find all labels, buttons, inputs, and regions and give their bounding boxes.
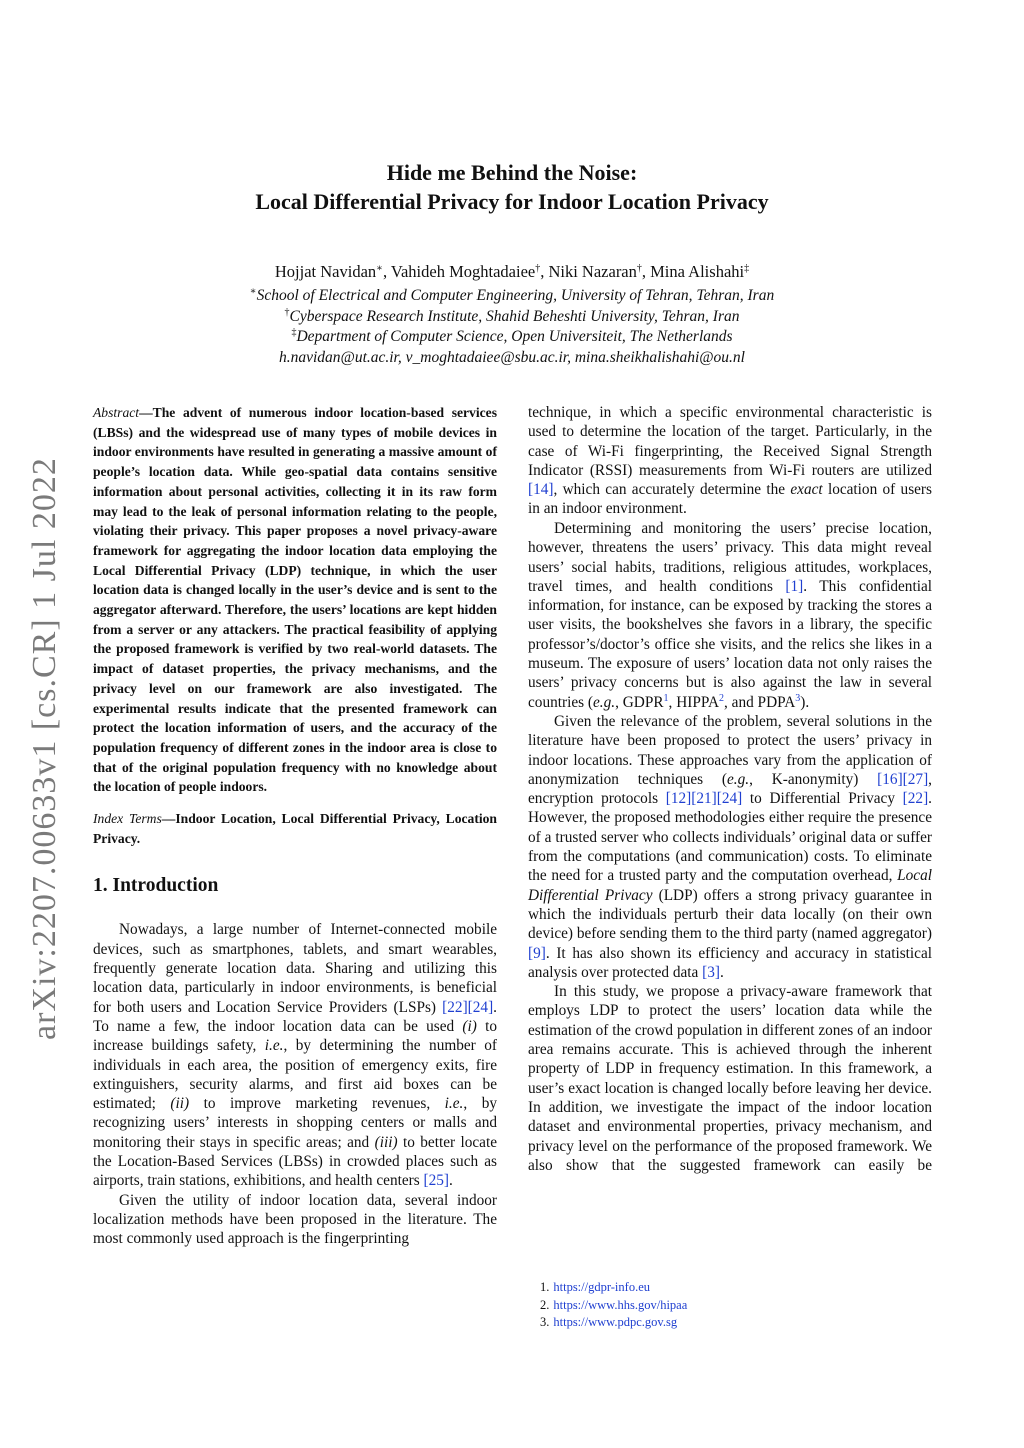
- text-run: , by recognizing users’ interests in shopping centers or malls and monitoring their stays in specific areas; and: [93, 1095, 497, 1151]
- emphasis: e.g.: [727, 770, 750, 788]
- footnote-number: 1.: [540, 1280, 550, 1294]
- citation-link[interactable]: [22]: [442, 998, 468, 1016]
- text-run: .: [720, 963, 724, 981]
- footnote-ref[interactable]: 3: [795, 692, 801, 704]
- text-run: . This confidential information, for instance, can be exposed by tracking the stores a user visits, the bookshelves she favors in a library, the specific professor’s/doctor’s office she visits, and the relics she likes in a museum. The exposure of users’ location data not only raises the users’ privacy concerns but is also against the law in several countries (: [528, 577, 932, 711]
- text-run: Given the relevance of the problem, several solutions in the literature have been proposed to protect the users’ privacy in indoor locations. These approaches vary from the application of anonymization techniques (: [528, 712, 932, 788]
- index-terms: [93, 809, 497, 848]
- footnote-link[interactable]: https://gdpr-info.eu: [553, 1280, 650, 1294]
- title-line-1: Hide me Behind the Noise:: [386, 160, 638, 185]
- emphasis: exact: [790, 481, 823, 499]
- affiliation-line: [0, 307, 1024, 328]
- text-run: , K-anonymity): [749, 770, 878, 788]
- citation-link[interactable]: [24]: [716, 790, 743, 808]
- index-terms-label: Index Terms: [93, 811, 162, 827]
- emphasis: e.g.: [593, 693, 616, 711]
- emphasis: Local Differential Privacy: [528, 867, 932, 904]
- text-run: to better locate the Location-Based Services (LBSs) in crowded places such as airports, train stations, exhibitions, and health centers: [93, 1133, 497, 1190]
- abstract-label: Abstract: [93, 405, 140, 420]
- citation-link[interactable]: [1]: [785, 577, 804, 595]
- text-run: to increase buildings safety,: [93, 1017, 497, 1055]
- intro-paragraph-4: [528, 712, 932, 982]
- list-marker: (i): [462, 1017, 477, 1035]
- footnote-ref[interactable]: 2: [719, 692, 724, 704]
- text-run: , HIPPA: [668, 693, 719, 711]
- author-name: Hojjat Navidan: [274, 262, 377, 281]
- emphasis: i.e.: [264, 1037, 284, 1055]
- text-run: Determining and monitoring the users’ precise location, however, threatens the users’ privacy. This data might reveal users’ social habits, traditions, religious attitudes, workplaces, travel times, and health conditions: [528, 520, 932, 595]
- footnote-item: [540, 1297, 687, 1315]
- footnote-link[interactable]: https://www.pdpc.gov.sg: [553, 1315, 678, 1329]
- list-marker: (iii): [374, 1133, 398, 1151]
- right-column: [528, 403, 932, 1175]
- arxiv-sidebar-stamp: [14, 457, 74, 1040]
- author-name: , Vahideh Moghtadaiee: [382, 262, 536, 281]
- citation-link[interactable]: [25]: [423, 1172, 450, 1190]
- left-column: [93, 403, 497, 1249]
- abstract: [93, 403, 497, 797]
- text-run: Nowadays, a large number of Internet-connected mobile devices, such as smartphones, tablets, and smart wearables, frequently generate location data. Sharing and utilizing this location data, particularly in indoor environments, is beneficial for both users and Location Service Providers (LSPs): [93, 921, 497, 1016]
- intro-paragraph-1: [93, 920, 497, 1190]
- affiliation-text: Department of Computer Science, Open Universiteit, The Netherlands: [296, 328, 733, 345]
- text-run: technique, in which a specific environmental characteristic is used to determine the location of the target. Particularly, in the case of Wi-Fi fingerprinting, the Received Signal Strength Indicator (RSSI) measurements from Wi-Fi routers are utilized: [528, 404, 932, 479]
- author-emails: h.navidan@ut.ac.ir, v_moghtadaiee@sbu.ac.ir, mina.sheikhalishahi@ou.nl: [279, 348, 745, 366]
- affiliation-mark: ‡: [744, 263, 750, 274]
- affiliation-mark: ∗: [249, 286, 257, 297]
- title-line-2: Local Differential Privacy for Indoor Location Privacy: [255, 189, 769, 214]
- section-heading-introduction: 1. Introduction: [93, 875, 219, 897]
- text-run: In this study, we propose a privacy-aware framework that employs LDP to protect the users’ location data while the estimation of the crowd population in different zones of an indoor area remains accurate. This is achieved through the inherent property of LDP in frequency estimation. In this framework, a user’s exact location is changed locally before leaving her device. In addition, we investigate the impact of the indoor location dataset and environmental properties, privacy mechanism, and privacy level on the performance of the proposed framework. We also show that the suggested framework can easily be: [528, 983, 932, 1174]
- text-run: . To name a few, the indoor location data can be used: [93, 998, 497, 1035]
- arxiv-identifier: arXiv:2207.00633v1 [cs.CR] 1 Jul 2022: [26, 457, 63, 1040]
- author-list: [0, 262, 1024, 282]
- citation-link[interactable]: [27]: [902, 770, 929, 788]
- emphasis: i.e.: [444, 1095, 464, 1113]
- intro-paragraph-2: [93, 1191, 497, 1249]
- author-name: , Niki Nazaran: [540, 262, 637, 281]
- footnote-item: [540, 1279, 687, 1297]
- text-run: , encryption protocols: [528, 770, 932, 808]
- text-run: , and PDPA: [724, 693, 796, 711]
- footnotes: [540, 1279, 687, 1332]
- citation-link[interactable]: [24]: [467, 998, 494, 1016]
- text-run: to improve marketing revenues,: [189, 1095, 445, 1113]
- intro-paragraph-2-continued: [528, 403, 932, 519]
- text-run: , which can accurately determine the: [553, 481, 791, 499]
- text-run: ).: [800, 693, 810, 711]
- text-run: to Differential Privacy: [742, 790, 903, 808]
- text-run: , GDPR: [615, 693, 664, 711]
- affiliation-line: [0, 327, 1024, 348]
- citation-link[interactable]: [22]: [902, 790, 929, 808]
- index-terms-text: —Indoor Location, Local Differential Privacy, Location Privacy.: [93, 811, 497, 846]
- affiliation-mark: ‡: [291, 327, 297, 338]
- footnote-item: [540, 1314, 687, 1332]
- list-marker: (ii): [170, 1095, 190, 1113]
- affiliation-mark: ∗: [376, 263, 383, 274]
- citation-link[interactable]: [21]: [691, 790, 717, 808]
- citation-link[interactable]: [12]: [665, 790, 692, 808]
- text-run: . However, the proposed methodologies either require the presence of a trusted server who collects individuals’ original data or suffer from the computations (and communication) costs. To eliminate the need for a trusted party and the computation overhead,: [528, 790, 932, 885]
- text-run: .: [449, 1172, 453, 1190]
- affiliation-text: Cyberspace Research Institute, Shahid Beheshti University, Tehran, Iran: [289, 307, 740, 325]
- intro-paragraph-3: [528, 519, 932, 712]
- text-run: . It has also shown its efficiency and accuracy in statistical analysis over protected data: [528, 944, 932, 981]
- citation-link[interactable]: [14]: [528, 481, 554, 499]
- footnote-link[interactable]: https://www.hhs.gov/hipaa: [553, 1297, 688, 1312]
- affiliation-mark: †: [284, 306, 290, 318]
- footnote-number: 2.: [540, 1297, 550, 1312]
- footnote-number: 3.: [540, 1315, 550, 1329]
- abstract-text: —The advent of numerous indoor location-based services (LBSs) and the widespread use of many types of mobile devices in indoor environments have resulted in generating a massive amount of people’s location data. While geo-spatial data contains sensitive information about personal activities, collecting it in its raw form may lead to the leak of personal information relating to the people, violating their privacy. This paper proposes a novel privacy-aware framework for aggregating the indoor location data employing the Local Differential Privacy (LDP) technique, in which the user location data is changed locally in the user’s device and is sent to the aggregator afterward. Therefore, the users’ locations are kept hidden from a server or any attackers. The practical feasibility of applying the proposed framework is verified by two real-world datasets. The impact of dataset properties, the privacy mechanisms, and the privacy level on our framework are also investigated. The experimental results indicate that the presented framework can protect the location information of users, and the accuracy of the population frequency of different zones in the indoor area is close to that of the original population frequency with no knowledge about the location of people indoors.: [93, 405, 497, 795]
- footnote-ref[interactable]: 1: [663, 692, 669, 704]
- affiliation-mark: †: [535, 263, 541, 274]
- text-run: (LDP) offers a strong privacy guarantee in which the individuals perturb their data locally (on their own device) before sending them to the third party (named aggregator): [528, 886, 932, 943]
- affiliation-mark: †: [636, 263, 642, 274]
- text-run: , by determining the number of individuals in each area, the position of emergency exits, fire extinguishers, security alarms, and first aid boxes can be estimated;: [93, 1037, 497, 1113]
- affiliations: [0, 286, 1024, 368]
- citation-link[interactable]: [16]: [877, 770, 903, 788]
- author-name: , Mina Alishahi: [641, 262, 745, 281]
- citation-link[interactable]: [3]: [702, 963, 720, 981]
- text-run: Given the utility of indoor location data, several indoor localization methods have been proposed in the literature. The most commonly used approach is the fingerprinting: [93, 1191, 497, 1248]
- citation-link[interactable]: [9]: [528, 944, 546, 962]
- affiliation-text: School of Electrical and Computer Engineering, University of Tehran, Tehran, Iran: [256, 287, 775, 304]
- text-run: location of users in an indoor environment.: [528, 481, 932, 518]
- paper-title: [0, 158, 1024, 216]
- intro-paragraph-5: [528, 982, 932, 1175]
- affiliation-line: [0, 286, 1024, 307]
